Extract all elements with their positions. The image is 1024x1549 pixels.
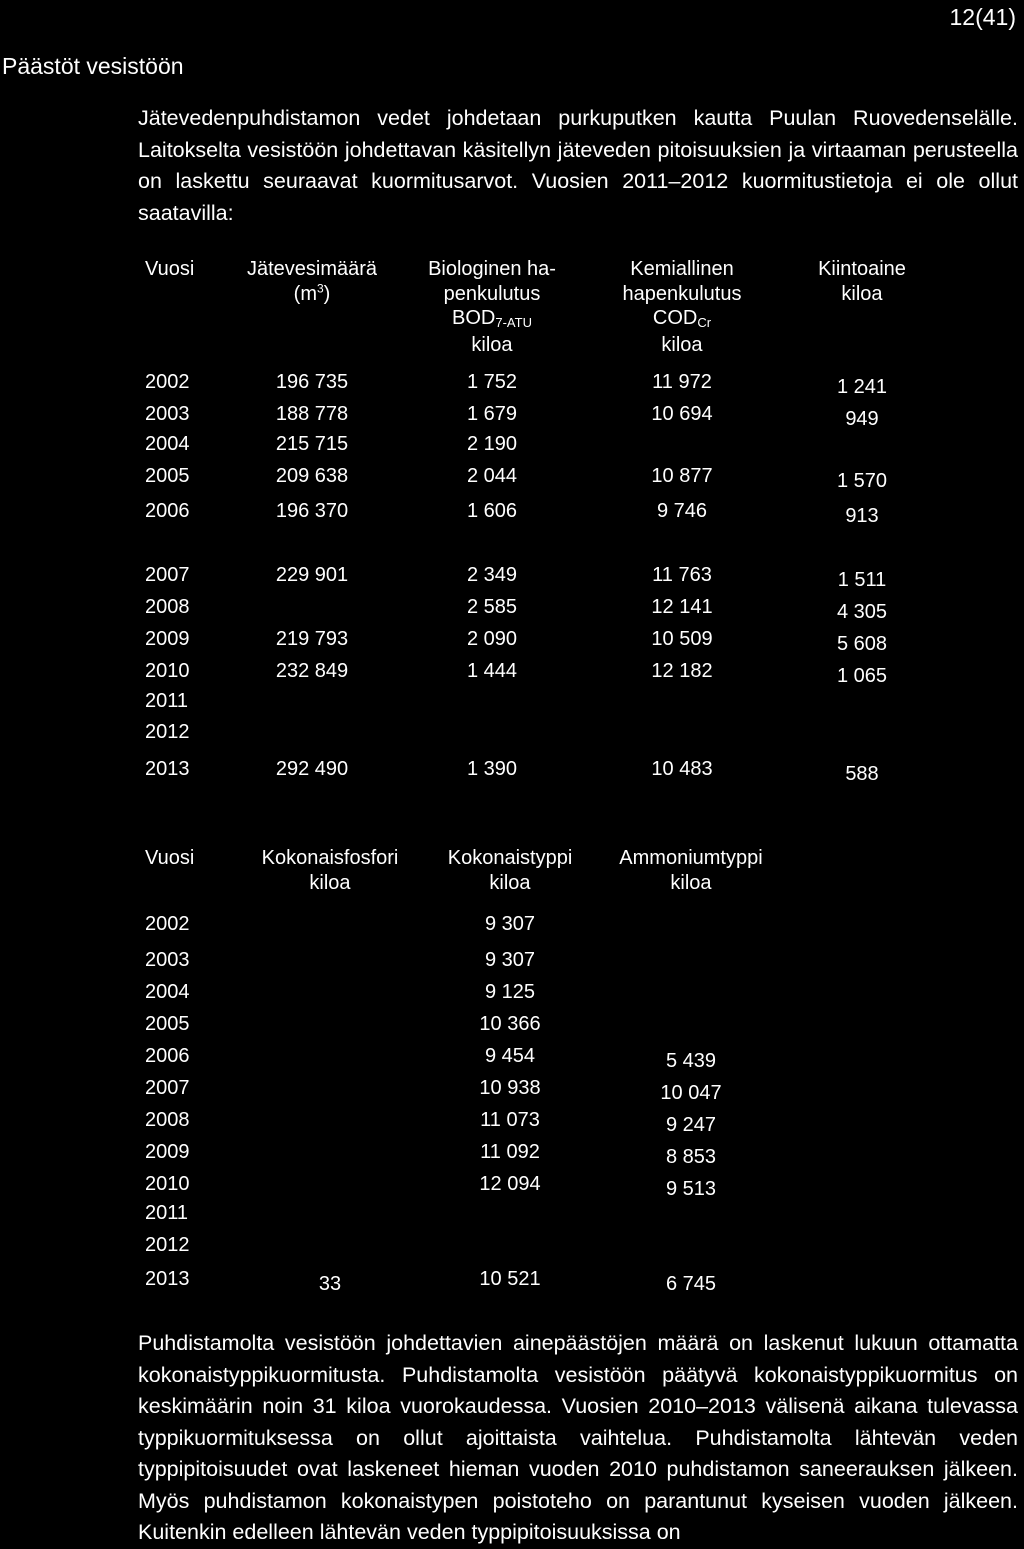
cell-solids: 913 xyxy=(845,505,879,527)
header-subscript: 7-ATU xyxy=(495,315,532,330)
cell-solids: 4 305 xyxy=(836,601,888,623)
header-line: Kemiallinen xyxy=(630,258,734,280)
cell-bod: 1 390 xyxy=(466,758,518,780)
cell-ammonium: 8 853 xyxy=(665,1146,717,1168)
cell-year: 2009 xyxy=(145,628,190,650)
cell-wastewater: 292 490 xyxy=(275,758,349,780)
cell-wastewater: 232 849 xyxy=(275,660,349,682)
header-line: kiloa xyxy=(471,333,513,356)
page-number: 12(41) xyxy=(949,4,1016,30)
cell-year: 2006 xyxy=(145,500,190,522)
cell-year: 2008 xyxy=(145,1109,190,1131)
cell-year: 2006 xyxy=(145,1045,190,1067)
cell-ammonium: 9 513 xyxy=(665,1178,717,1200)
cell-bod: 2 585 xyxy=(466,596,518,618)
cell-wastewater: 215 715 xyxy=(275,433,349,455)
cell-year: 2002 xyxy=(145,913,190,935)
header-line xyxy=(225,282,399,307)
header-line xyxy=(412,306,572,333)
cell-wastewater: 209 638 xyxy=(275,465,349,487)
header-line: hapenkulutus xyxy=(622,282,742,305)
cell-year: 2010 xyxy=(145,1173,190,1195)
cell-solids: 1 511 xyxy=(837,569,887,591)
closing-paragraph: Puhdistamolta vesistöön johdettavien ainepäästöjen määrä on laskenut lukuun ottamatta kokonaistyppikuormitusta. Puhdistamolta vesistöön päätyvä kokonaistyppikuormitus on keskimäärin noin 31 kiloa vuorokaudessa. Vuosien 2010–2013 välisenä aikana tulevassa typpikuormituksessa on ollut ajoittaista vaihtelua. Puhdistamolta lähtevän veden typpipitoisuudet ovat laskeneet hieman vuoden 2010 puhdistamon saneerauksen jälkeen. Myös puhdistamon kokonaistypen poistoteho on parantunut kyseisen vuoden jälkeen. Kuitenkin edelleen lähtevän veden typpipitoisuuksissa on xyxy=(138,1331,1018,1544)
table2-header-year: Vuosi xyxy=(145,847,195,869)
header-line xyxy=(594,306,770,333)
header-text: COD xyxy=(652,307,698,329)
cell-wastewater: 229 901 xyxy=(275,564,349,586)
cell-nitrogen: 10 366 xyxy=(479,1013,541,1035)
table1-header-solids xyxy=(782,257,942,306)
header-line: Kokonaisfosfori xyxy=(261,847,399,869)
cell-bod: 1 679 xyxy=(466,403,518,425)
header-text: (m xyxy=(293,282,317,305)
cell-phosphorus: 33 xyxy=(318,1273,342,1295)
header-line: kiloa xyxy=(309,871,351,894)
table1-header-year: Vuosi xyxy=(145,258,195,280)
cell-bod: 1 444 xyxy=(466,660,518,682)
cell-year: 2003 xyxy=(145,403,190,425)
cell-wastewater: 196 370 xyxy=(275,500,349,522)
cell-bod: 2 044 xyxy=(466,465,518,487)
cell-cod: 12 141 xyxy=(651,596,713,618)
header-superscript: 3 xyxy=(316,280,324,295)
cell-year: 2012 xyxy=(145,721,190,743)
cell-nitrogen: 9 125 xyxy=(484,981,536,1003)
cell-year: 2004 xyxy=(145,981,190,1003)
cell-ammonium: 5 439 xyxy=(665,1050,717,1072)
header-line: Ammoniumtyppi xyxy=(619,847,763,869)
cell-year: 2003 xyxy=(145,949,190,971)
table2-header-ammonium xyxy=(596,846,786,895)
section-title: Päästöt vesistöön xyxy=(2,53,184,79)
cell-year: 2004 xyxy=(145,433,190,455)
cell-year: 2013 xyxy=(145,758,190,780)
cell-bod: 2 190 xyxy=(466,433,518,455)
cell-cod: 10 509 xyxy=(651,628,713,650)
cell-year: 2007 xyxy=(145,1077,190,1099)
cell-cod: 11 972 xyxy=(652,371,712,393)
cell-nitrogen: 10 521 xyxy=(479,1268,541,1290)
cell-cod: 10 694 xyxy=(651,403,713,425)
header-text: BOD xyxy=(452,307,496,329)
table1-header-wastewater xyxy=(225,257,399,306)
cell-cod: 9 746 xyxy=(656,500,708,522)
header-line: Kokonaistyppi xyxy=(447,847,573,869)
cell-cod: 10 877 xyxy=(651,465,713,487)
cell-solids: 5 608 xyxy=(836,633,888,655)
cell-nitrogen: 9 454 xyxy=(484,1045,536,1067)
cell-year: 2007 xyxy=(145,564,190,586)
header-line: kiloa xyxy=(841,282,883,305)
table1-header-cod xyxy=(594,257,770,357)
table1-header-bod xyxy=(412,257,572,357)
cell-solids: 1 570 xyxy=(836,470,888,492)
cell-cod: 11 763 xyxy=(652,564,712,586)
cell-nitrogen: 9 307 xyxy=(484,949,536,971)
cell-solids: 1 065 xyxy=(836,665,888,687)
intro-paragraph: Jätevedenpuhdistamon vedet johdetaan purkuputken kautta Puulan Ruovedenselälle. Laitokselta vesistöön johdettavan käsitellyn jäteveden pitoisuuksien ja virtaaman perusteella on laskettu seuraavat kuormitusarvot. Vuosien 2011–2012 kuormitustietoja ei ole ollut saatavilla: xyxy=(138,106,1018,225)
header-line: Biologinen ha- xyxy=(428,258,556,280)
cell-wastewater: 219 793 xyxy=(275,628,349,650)
cell-wastewater: 188 778 xyxy=(275,403,349,425)
cell-nitrogen: 9 307 xyxy=(484,913,536,935)
cell-solids: 1 241 xyxy=(836,376,888,398)
cell-year: 2002 xyxy=(145,371,190,393)
cell-year: 2008 xyxy=(145,596,190,618)
header-line: kiloa xyxy=(661,333,703,356)
cell-bod: 2 349 xyxy=(466,564,518,586)
header-line: kiloa xyxy=(670,871,712,894)
cell-wastewater: 196 735 xyxy=(275,371,349,393)
header-text: ) xyxy=(323,282,331,305)
cell-year: 2012 xyxy=(145,1234,190,1256)
cell-nitrogen: 11 092 xyxy=(480,1141,540,1163)
cell-ammonium: 10 047 xyxy=(660,1082,722,1104)
header-line: Jätevesimäärä xyxy=(246,258,378,280)
cell-year: 2005 xyxy=(145,465,190,487)
cell-year: 2010 xyxy=(145,660,190,682)
cell-bod: 1 752 xyxy=(466,371,518,393)
header-line: kiloa xyxy=(489,871,531,894)
cell-year: 2013 xyxy=(145,1268,190,1290)
table2-header-phosphorus xyxy=(226,846,434,895)
header-line: Kiintoaine xyxy=(818,258,906,280)
cell-bod: 1 606 xyxy=(466,500,518,522)
cell-nitrogen: 11 073 xyxy=(480,1109,540,1131)
cell-nitrogen: 10 938 xyxy=(479,1077,541,1099)
table2-header-nitrogen xyxy=(424,846,596,895)
header-line: penkulutus xyxy=(443,282,541,305)
cell-solids: 588 xyxy=(845,763,879,785)
header-subscript: Cr xyxy=(697,315,712,330)
cell-year: 2009 xyxy=(145,1141,190,1163)
cell-year: 2011 xyxy=(145,690,189,712)
cell-nitrogen: 12 094 xyxy=(479,1173,541,1195)
cell-solids: 949 xyxy=(845,408,879,430)
cell-cod: 12 182 xyxy=(651,660,713,682)
cell-cod: 10 483 xyxy=(651,758,713,780)
cell-year: 2005 xyxy=(145,1013,190,1035)
cell-ammonium: 6 745 xyxy=(665,1273,717,1295)
cell-year: 2011 xyxy=(145,1202,189,1224)
cell-ammonium: 9 247 xyxy=(665,1114,717,1136)
cell-bod: 2 090 xyxy=(466,628,518,650)
